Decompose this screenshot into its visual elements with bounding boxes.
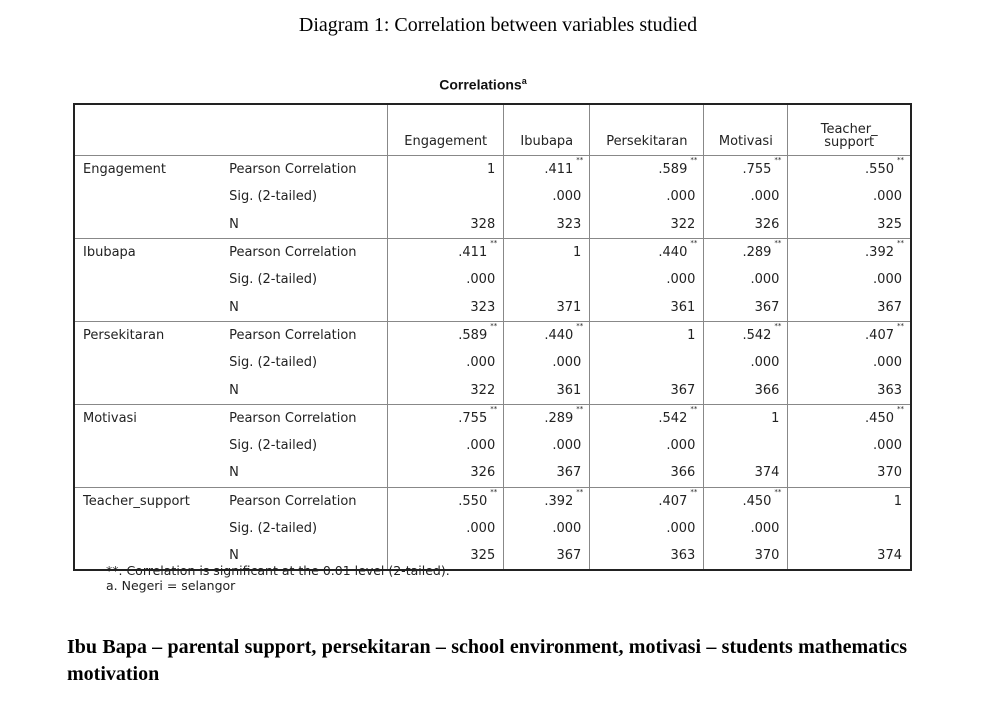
table-cell bbox=[388, 183, 504, 210]
col-header-engagement: Engagement bbox=[388, 104, 504, 156]
table-row bbox=[74, 321, 911, 349]
row-stat-label: Pearson Correlation bbox=[221, 238, 388, 266]
table-cell bbox=[504, 156, 590, 184]
row-stat-label: N bbox=[229, 465, 239, 481]
significance-marker: ** bbox=[897, 238, 904, 247]
correlation-value: .407 bbox=[658, 493, 688, 509]
correlation-value: .407 bbox=[865, 327, 894, 343]
col-header-motivasi: Motivasi bbox=[704, 104, 788, 156]
row-stat-label: Sig. (2-tailed) bbox=[229, 272, 318, 288]
table-cell: 363 bbox=[788, 376, 911, 404]
table-cell: .000 bbox=[590, 183, 704, 210]
table-caption bbox=[0, 76, 966, 93]
row-variable-label bbox=[74, 266, 221, 293]
table-cell bbox=[704, 321, 788, 349]
table-cell: .000 bbox=[704, 266, 788, 293]
table-row bbox=[74, 349, 911, 376]
significance-marker: ** bbox=[774, 156, 782, 164]
significance-marker: ** bbox=[690, 487, 698, 496]
header-row bbox=[74, 104, 911, 156]
table-cell bbox=[504, 238, 590, 266]
table-cell: 374 bbox=[704, 459, 788, 487]
table-cell: 367 bbox=[788, 293, 911, 321]
row-stat-label: N bbox=[229, 216, 239, 232]
table-row bbox=[74, 293, 911, 321]
table-cell: 325 bbox=[388, 542, 504, 570]
significance-marker: ** bbox=[576, 321, 584, 330]
table-cell bbox=[388, 487, 504, 515]
row-variable-label: Persekitaran bbox=[74, 321, 221, 349]
row-variable-label bbox=[74, 515, 221, 542]
correlation-value: .411 bbox=[458, 245, 488, 261]
table-caption-marker: a bbox=[521, 76, 527, 86]
row-variable-label: Teacher_support bbox=[74, 487, 221, 515]
table-cell: 361 bbox=[504, 376, 590, 404]
correlation-value: .755 bbox=[742, 162, 772, 178]
table-cell: 370 bbox=[788, 459, 911, 487]
table-cell: 326 bbox=[388, 459, 504, 487]
correlation-value: .589 bbox=[458, 327, 488, 343]
correlation-value: 1 bbox=[573, 245, 582, 261]
row-variable-label bbox=[74, 376, 221, 404]
row-variable-label bbox=[74, 183, 221, 210]
table-cell: .000 bbox=[590, 266, 704, 293]
header-corner bbox=[74, 104, 388, 156]
table-cell: .000 bbox=[704, 515, 788, 542]
correlation-value: .392 bbox=[865, 245, 894, 261]
table-cell bbox=[388, 238, 504, 266]
table-cell: .000 bbox=[788, 266, 911, 293]
table-row bbox=[74, 266, 911, 293]
table-cell: .000 bbox=[388, 515, 504, 542]
table-cell: 323 bbox=[504, 211, 590, 239]
row-variable-label bbox=[74, 293, 221, 321]
table-cell: .000 bbox=[704, 183, 788, 210]
table-cell: 326 bbox=[704, 211, 788, 239]
table-cell: 363 bbox=[590, 542, 704, 570]
row-variable-label bbox=[74, 432, 221, 459]
table-cell: 367 bbox=[504, 542, 590, 570]
row-stat-label: Pearson Correlation bbox=[221, 487, 388, 515]
correlation-value: .440 bbox=[658, 245, 688, 261]
correlation-value: .392 bbox=[544, 493, 574, 509]
table-row bbox=[74, 376, 911, 404]
correlation-value: 1 bbox=[486, 162, 496, 178]
row-stat-label: Sig. (2-tailed) bbox=[229, 355, 318, 371]
table-cell: .000 bbox=[388, 266, 504, 293]
table-cell bbox=[704, 156, 788, 184]
significance-marker: ** bbox=[576, 156, 584, 164]
correlation-value: .411 bbox=[544, 162, 574, 178]
correlation-value: .589 bbox=[658, 162, 688, 178]
correlation-value: 1 bbox=[893, 493, 902, 509]
significance-marker: ** bbox=[576, 487, 584, 496]
table-cell: 328 bbox=[388, 211, 504, 239]
table-cell bbox=[590, 321, 704, 349]
row-stat-label: Sig. (2-tailed) bbox=[229, 189, 318, 205]
table-cell bbox=[704, 238, 788, 266]
table-cell: .000 bbox=[504, 432, 590, 459]
table-cell: .000 bbox=[788, 432, 911, 459]
correlation-value: .550 bbox=[865, 162, 894, 178]
table-cell: .000 bbox=[388, 349, 504, 376]
table-row bbox=[74, 515, 911, 542]
table-cell bbox=[788, 238, 911, 266]
table-row bbox=[74, 432, 911, 459]
table-cell bbox=[704, 432, 788, 459]
correlation-value: .542 bbox=[742, 327, 772, 343]
table-cell: .000 bbox=[704, 349, 788, 376]
table-cell bbox=[788, 404, 911, 432]
table-cell: 366 bbox=[704, 376, 788, 404]
row-variable-label bbox=[74, 459, 221, 487]
table-cell: 371 bbox=[504, 293, 590, 321]
correlation-value: .289 bbox=[742, 245, 772, 261]
table-cell: 370 bbox=[704, 542, 788, 570]
correlation-value: .542 bbox=[658, 410, 688, 426]
table-cell: 322 bbox=[590, 211, 704, 239]
table-row bbox=[74, 487, 911, 515]
table-cell: .000 bbox=[504, 515, 590, 542]
row-stat-label: Pearson Correlation bbox=[221, 321, 388, 349]
table-cell: 325 bbox=[788, 211, 911, 239]
row-variable-label: Engagement bbox=[83, 162, 166, 178]
table-row bbox=[74, 211, 911, 239]
correlation-value: .289 bbox=[544, 410, 574, 426]
table-cell bbox=[504, 266, 590, 293]
table-cell: .000 bbox=[788, 349, 911, 376]
row-variable-label bbox=[74, 349, 221, 376]
col-header-teacher-support bbox=[788, 104, 911, 156]
table-cell bbox=[704, 404, 788, 432]
table-cell: .000 bbox=[590, 515, 704, 542]
table-cell: .000 bbox=[504, 349, 590, 376]
row-stat-label: N bbox=[229, 299, 239, 315]
table-cell: .000 bbox=[504, 183, 590, 210]
significance-marker: ** bbox=[490, 321, 498, 330]
significance-marker: ** bbox=[774, 238, 782, 247]
row-stat-label: Pearson Correlation bbox=[221, 404, 388, 432]
table-cell: .000 bbox=[388, 432, 504, 459]
significance-marker: ** bbox=[690, 238, 698, 247]
significance-marker: ** bbox=[774, 321, 782, 330]
row-stat-label: Sig. (2-tailed) bbox=[229, 438, 318, 454]
table-body bbox=[74, 156, 911, 571]
col-header-persekitaran: Persekitaran bbox=[590, 104, 704, 156]
correlation-value: .755 bbox=[458, 410, 488, 426]
table-cell bbox=[388, 321, 504, 349]
table-cell bbox=[788, 156, 911, 184]
significance-marker: ** bbox=[897, 404, 904, 413]
correlation-value: 1 bbox=[771, 410, 780, 426]
table-cell bbox=[788, 515, 911, 542]
significance-marker: ** bbox=[490, 404, 498, 413]
significance-marker: ** bbox=[690, 156, 698, 164]
table-row bbox=[74, 156, 911, 184]
table-cell bbox=[788, 321, 911, 349]
table-cell bbox=[504, 321, 590, 349]
table-cell bbox=[504, 404, 590, 432]
table-cell: .000 bbox=[590, 432, 704, 459]
col-header-teacher-support-line1: Teacher_ bbox=[820, 122, 878, 137]
table-caption-text: Correlations bbox=[439, 76, 522, 93]
significance-marker: ** bbox=[897, 156, 904, 164]
table-row bbox=[74, 404, 911, 432]
correlation-value: .550 bbox=[458, 493, 488, 509]
table-cell bbox=[704, 487, 788, 515]
significance-marker: ** bbox=[490, 487, 498, 496]
table-cell bbox=[504, 487, 590, 515]
correlation-value: 1 bbox=[687, 327, 696, 343]
row-stat-label: N bbox=[229, 548, 239, 564]
table-cell bbox=[788, 487, 911, 515]
row-variable-label: Motivasi bbox=[74, 404, 221, 432]
row-stat-label: Sig. (2-tailed) bbox=[229, 521, 318, 536]
row-variable-label: Ibubapa bbox=[74, 238, 221, 266]
table-cell: 367 bbox=[590, 376, 704, 404]
significance-marker: ** bbox=[897, 321, 904, 330]
legend-note: Ibu Bapa – parental support, persekitaran – school environment, motivasi – students mathematics motivation bbox=[67, 636, 907, 685]
table-row bbox=[74, 183, 911, 210]
significance-marker: ** bbox=[490, 238, 498, 247]
correlations-table bbox=[73, 103, 912, 571]
significance-marker: ** bbox=[576, 404, 584, 413]
document-title: Diagram 1: Correlation between variables studied bbox=[298, 14, 698, 36]
correlation-value: .440 bbox=[544, 327, 574, 343]
table-cell: 322 bbox=[388, 376, 504, 404]
table-cell bbox=[388, 404, 504, 432]
table-cell: 367 bbox=[504, 459, 590, 487]
significance-marker: ** bbox=[690, 404, 698, 413]
footnote-negeri: a. Negeri = selangor bbox=[106, 578, 236, 593]
table-cell: .000 bbox=[788, 183, 911, 210]
footnote-significance: **. Correlation is significant at the 0.01 level (2-tailed). bbox=[106, 563, 450, 578]
table-cell: 361 bbox=[590, 293, 704, 321]
table-cell: 374 bbox=[788, 542, 911, 570]
correlation-value: .450 bbox=[742, 493, 772, 509]
table-cell bbox=[590, 156, 704, 184]
significance-marker: ** bbox=[774, 487, 782, 496]
col-header-ibubapa: Ibubapa bbox=[504, 104, 590, 156]
correlation-value: .450 bbox=[865, 410, 894, 426]
table-row bbox=[74, 238, 911, 266]
table-cell: 367 bbox=[704, 293, 788, 321]
table-cell bbox=[590, 349, 704, 376]
row-stat-label: N bbox=[229, 382, 239, 398]
col-header-teacher-support-line2: support bbox=[824, 135, 875, 150]
row-stat-label: Pearson Correlation bbox=[229, 162, 357, 178]
table-cell: 366 bbox=[590, 459, 704, 487]
row-variable-label bbox=[74, 211, 221, 239]
table-cell bbox=[590, 404, 704, 432]
table-row bbox=[74, 459, 911, 487]
footnotes bbox=[106, 563, 450, 593]
table-cell bbox=[590, 238, 704, 266]
table-cell bbox=[388, 156, 504, 184]
table-cell: 323 bbox=[388, 293, 504, 321]
table-cell bbox=[590, 487, 704, 515]
